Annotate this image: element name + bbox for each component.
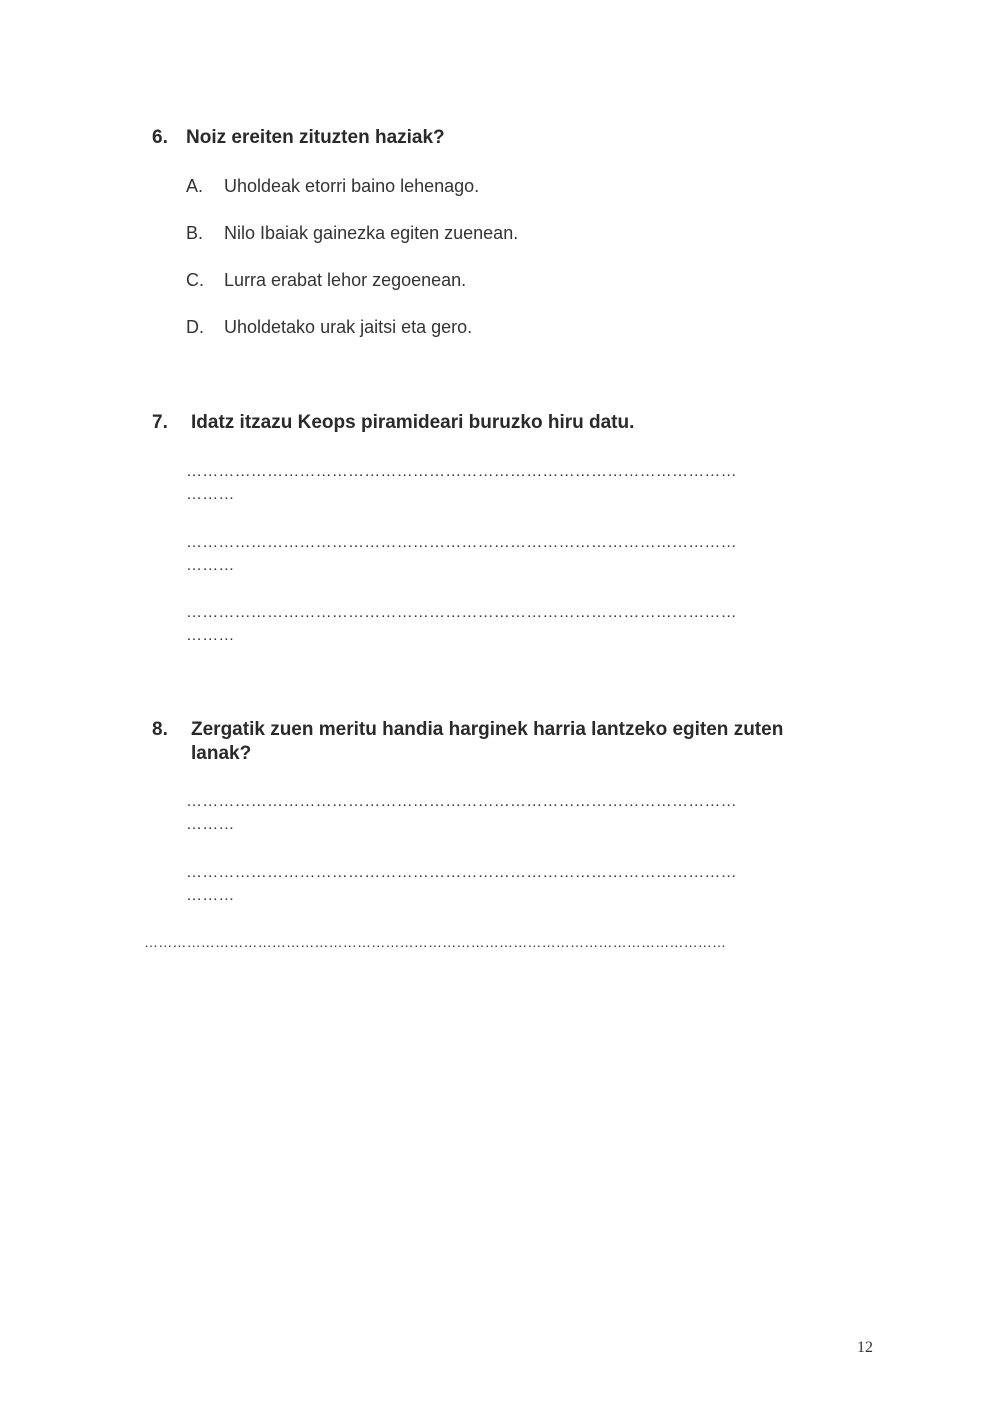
- question-8-text-line2: lanak?: [191, 743, 252, 764]
- question-7-number: 7.: [152, 412, 168, 433]
- option-6a-letter: A.: [186, 176, 204, 196]
- question-6-number: 6.: [152, 127, 168, 148]
- option-6b-letter: B.: [186, 223, 204, 243]
- option-6a-text: Uholdeak etorri baino lehenago.: [224, 176, 480, 196]
- answer-line-7-2[interactable]: …………………………………………………………………………………………: [186, 534, 737, 551]
- option-6c-letter: C.: [186, 270, 204, 290]
- answer-line-7-1-cont[interactable]: ………: [186, 486, 235, 503]
- answer-line-7-1[interactable]: …………………………………………………………………………………………: [186, 463, 737, 480]
- answer-line-7-3-cont[interactable]: ………: [186, 627, 235, 644]
- question-8-number: 8.: [152, 719, 168, 740]
- answer-line-8-trailing[interactable]: ……………………………………………………………………………………………………………: [144, 934, 727, 950]
- question-7-text: Idatz itzazu Keops piramideari buruzko hiru datu.: [191, 412, 635, 433]
- option-6d-text: Uholdetako urak jaitsi eta gero.: [224, 317, 473, 337]
- option-6b-text: Nilo Ibaiak gainezka egiten zuenean.: [224, 223, 519, 243]
- question-6-text: Noiz ereiten zituzten haziak?: [186, 127, 445, 148]
- answer-line-8-1-cont[interactable]: ………: [186, 816, 235, 833]
- answer-line-8-2-cont[interactable]: ………: [186, 887, 235, 904]
- question-8-text-line1: Zergatik zuen meritu handia harginek harria lantzeko egiten zuten: [191, 719, 784, 740]
- option-6c-text: Lurra erabat lehor zegoenean.: [224, 270, 467, 290]
- page-number: 12: [857, 1339, 873, 1356]
- answer-line-7-2-cont[interactable]: ………: [186, 557, 235, 574]
- option-6d-letter: D.: [186, 317, 204, 337]
- answer-line-7-3[interactable]: …………………………………………………………………………………………: [186, 604, 737, 621]
- answer-line-8-1[interactable]: …………………………………………………………………………………………: [186, 793, 737, 810]
- answer-line-8-2[interactable]: …………………………………………………………………………………………: [186, 864, 737, 881]
